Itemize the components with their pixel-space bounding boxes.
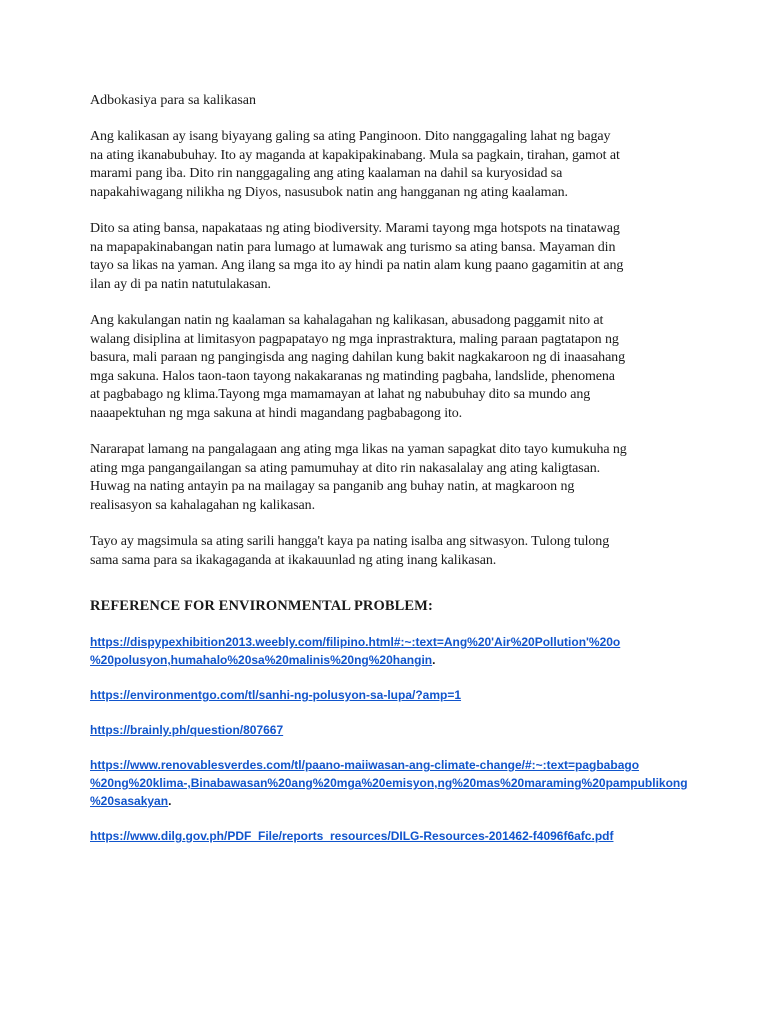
paragraph-line: mga sakuna. Halos taon-taon tayong nakakaranas ng matinding pagbaha, landslide, phenomena — [90, 368, 615, 384]
reference-line — [90, 651, 690, 669]
paragraph-line: Ang kakulangan natin ng kaalaman sa kahalagahan ng kalikasan, abusadong paggamit nito at — [90, 313, 604, 328]
reference-line — [90, 792, 690, 810]
paragraph-line: Huwag na nating antayin pa na mailagay sa panganib ang buhay natin, at magkaroon ng — [90, 479, 575, 494]
paragraph-line: na mapapakinabangan natin para lumago at lumawak ang turismo sa ating bansa. Mayaman din — [90, 239, 616, 255]
reference-item — [90, 721, 690, 739]
paragraph-line: ating mga pangangailangan sa ating pamumuhay at dito rin nakasalalay ang ating kaligtasan. — [90, 460, 601, 476]
document-body — [90, 128, 690, 570]
reference-line — [90, 756, 690, 774]
reference-link[interactable]: %20sasakyan — [90, 794, 169, 808]
reference-trailing-punctuation: . — [432, 653, 436, 667]
body-paragraph — [90, 441, 690, 515]
reference-line — [90, 721, 690, 739]
reference-item — [90, 827, 690, 845]
paragraph-line: at pagbabago ng klima.Tayong mga mamamayan at lahat ng nabubuhay dito sa mundo ang — [90, 387, 591, 402]
paragraph-line: Tayo ay magsimula sa ating sarili hangga't kaya pa nating isalba ang sitwasyon. Tulong tulong — [90, 534, 610, 549]
references-heading: REFERENCE FOR ENVIRONMENTAL PROBLEM: — [90, 598, 433, 614]
reference-link[interactable]: https://environmentgo.com/tl/sanhi-ng-polusyon-sa-lupa/?amp=1 — [90, 688, 462, 702]
paragraph-line: naaapektuhan ng mga sakuna at hindi magandang pagbabagong ito. — [90, 405, 463, 421]
body-paragraph — [90, 312, 690, 423]
body-paragraph — [90, 533, 690, 570]
reference-item — [90, 686, 690, 704]
paragraph-line: ilan ay di pa natin natutulakasan. — [90, 276, 271, 292]
reference-item — [90, 633, 690, 669]
reference-item — [90, 756, 690, 810]
paragraph-line: Nararapat lamang na pangalagaan ang ating mga likas na yaman sapagkat dito tayo kumukuha ng — [90, 442, 627, 457]
paragraph-line: Dito sa ating bansa, napakataas ng ating biodiversity. Marami tayong mga hotspots na tinatawag — [90, 221, 620, 236]
paragraph-line: marami pang iba. Dito rin nanggagaling ang ating kaalaman na dahil sa kuryosidad sa — [90, 166, 563, 181]
reference-link[interactable]: https://dispypexhibition2013.weebly.com/filipino.html#:~:text=Ang%20'Air%20Pollution'%20o — [90, 635, 621, 649]
reference-link[interactable]: %20ng%20klima-,Binabawasan%20ang%20mga%20emisyon,ng%20mas%20maraming%20pampublikong — [90, 776, 688, 790]
paragraph-line: walang disiplina at limitasyon pagpapatayo ng mga inprastraktura, maling paraan pagtatapon ng — [90, 331, 619, 347]
body-paragraph — [90, 128, 690, 202]
references-list — [90, 633, 690, 845]
reference-trailing-punctuation: . — [168, 794, 172, 808]
document-page — [90, 92, 690, 862]
paragraph-line: realisasyon sa kahalagahan ng kalikasan. — [90, 497, 315, 513]
paragraph-line: napakahiwagang nilikha ng Diyos, nasusubok natin ang hangganan ng ating kaalaman. — [90, 184, 568, 200]
reference-link[interactable]: %20polusyon,humahalo%20sa%20malinis%20ng%20hangin — [90, 653, 433, 667]
paragraph-line: sama sama para sa ikakagaganda at ikakauunlad ng ating inang kalikasan. — [90, 552, 497, 568]
reference-link[interactable]: https://brainly.ph/question/807667 — [90, 723, 284, 737]
reference-line — [90, 633, 690, 651]
paragraph-line: tayo sa likas na yaman. Ang ilang sa mga ito ay hindi pa natin alam kung paano gagamitin at ang — [90, 258, 624, 273]
body-paragraph — [90, 220, 690, 294]
reference-link[interactable]: https://www.dilg.gov.ph/PDF_File/reports_resources/DILG-Resources-201462-f4096f6afc.pdf — [90, 829, 614, 843]
reference-line — [90, 827, 690, 845]
reference-link[interactable]: https://www.renovablesverdes.com/tl/paano-maiiwasan-ang-climate-change/#:~:text=pagbabago — [90, 758, 640, 772]
reference-line — [90, 686, 690, 704]
paragraph-line: Ang kalikasan ay isang biyayang galing sa ating Panginoon. Dito nanggagaling lahat ng bagay — [90, 129, 611, 144]
paragraph-line: basura, mali paraan ng pangingisda ang naging dahilan kung bakit nagkakaroon ng di inaasahang — [90, 350, 625, 365]
paragraph-line: na ating ikanabubuhay. Ito ay maganda at kapakipakinabang. Mula sa pagkain, tirahan, gamot at — [90, 147, 620, 163]
document-title: Adbokasiya para sa kalikasan — [90, 93, 256, 108]
reference-line — [90, 774, 690, 792]
